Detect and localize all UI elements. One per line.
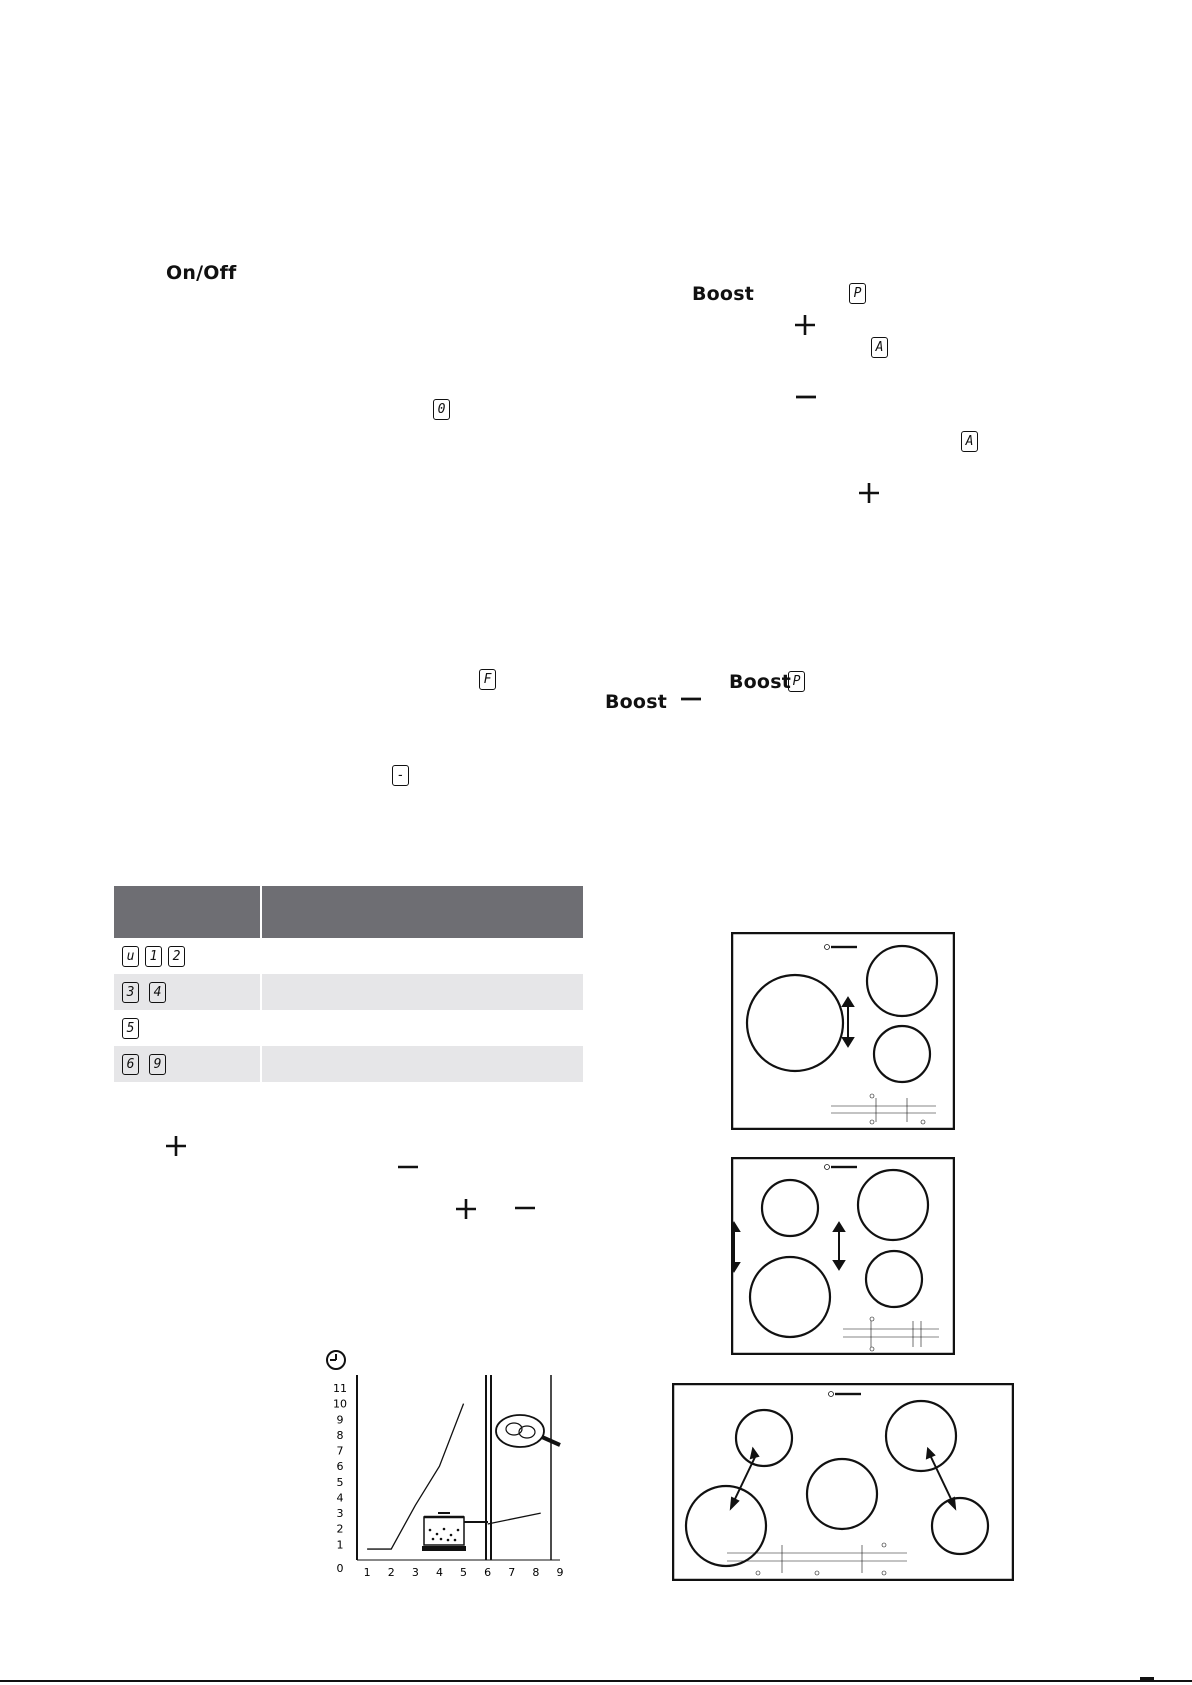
plus-icon bbox=[165, 1135, 187, 1157]
table-row bbox=[114, 1010, 583, 1046]
power-level-symbol: 6 bbox=[122, 1054, 139, 1075]
series-line bbox=[488, 1513, 541, 1524]
y-tick-label: 9 bbox=[336, 1413, 344, 1427]
page-number-mark bbox=[1140, 1677, 1154, 1680]
y-tick-label: 3 bbox=[336, 1507, 344, 1521]
y-tick-label: 7 bbox=[336, 1444, 344, 1458]
minus-icon bbox=[514, 1198, 536, 1220]
dash-display-symbol: - bbox=[392, 765, 409, 786]
x-tick-label: 9 bbox=[556, 1566, 564, 1579]
pot-icon bbox=[422, 1513, 488, 1551]
x-tick-label: 0 bbox=[336, 1562, 344, 1575]
p-display-symbol-2: P bbox=[788, 671, 805, 692]
y-tick-label: 6 bbox=[336, 1460, 344, 1474]
x-tick-label: 5 bbox=[460, 1566, 468, 1579]
power-level-symbol: u bbox=[122, 946, 139, 967]
heating-chart bbox=[320, 1340, 580, 1580]
plus-icon bbox=[794, 314, 816, 336]
page-footer-rule bbox=[0, 1680, 1192, 1682]
table-header bbox=[114, 886, 583, 938]
minus-icon bbox=[397, 1155, 419, 1177]
f-display-symbol: F bbox=[479, 669, 496, 690]
x-tick-label: 3 bbox=[411, 1566, 419, 1579]
table-row bbox=[114, 974, 583, 1010]
x-tick-label: 8 bbox=[532, 1566, 540, 1579]
on-off-label: On/Off bbox=[166, 262, 237, 284]
clock-icon bbox=[327, 1351, 345, 1369]
hob-diagram-1 bbox=[731, 932, 955, 1130]
x-tick-label: 4 bbox=[435, 1566, 443, 1579]
plus-icon bbox=[858, 482, 880, 504]
power-level-symbol: 1 bbox=[145, 946, 162, 967]
y-tick-label: 2 bbox=[336, 1522, 344, 1536]
x-tick-label: 7 bbox=[508, 1566, 516, 1579]
x-tick-label: 1 bbox=[363, 1566, 371, 1579]
y-tick-label: 11 bbox=[333, 1382, 347, 1395]
power-level-symbol: 9 bbox=[149, 1054, 166, 1075]
a-display-symbol-2: A bbox=[961, 431, 978, 452]
a-display-symbol-1: A bbox=[871, 337, 888, 358]
y-tick-label: 8 bbox=[336, 1428, 344, 1442]
hob-diagram-2 bbox=[731, 1157, 955, 1355]
plus-icon bbox=[455, 1198, 477, 1220]
table-row bbox=[114, 938, 583, 974]
power-level-symbol: 3 bbox=[122, 982, 139, 1003]
power-level-symbol: 5 bbox=[122, 1018, 139, 1039]
power-level-table bbox=[114, 886, 583, 1082]
x-tick-label: 2 bbox=[387, 1566, 395, 1579]
boost-label-1: Boost bbox=[692, 283, 754, 305]
x-tick-label: 6 bbox=[484, 1566, 492, 1579]
minus-icon bbox=[680, 688, 702, 710]
y-tick-label: 5 bbox=[336, 1475, 344, 1489]
table-row bbox=[114, 1046, 583, 1082]
power-level-symbol: 2 bbox=[168, 946, 185, 967]
boost-label-2: Boost bbox=[729, 671, 791, 693]
y-tick-label: 4 bbox=[336, 1491, 344, 1505]
boost-label-3: Boost bbox=[605, 691, 667, 713]
zero-display-symbol: 0 bbox=[433, 399, 450, 420]
power-level-symbol: 4 bbox=[149, 982, 166, 1003]
minus-icon bbox=[795, 386, 817, 408]
y-tick-label: 1 bbox=[336, 1538, 344, 1552]
y-tick-label: 10 bbox=[333, 1397, 347, 1411]
hob-diagram-3 bbox=[672, 1383, 1014, 1581]
p-display-symbol-1: P bbox=[849, 283, 866, 304]
